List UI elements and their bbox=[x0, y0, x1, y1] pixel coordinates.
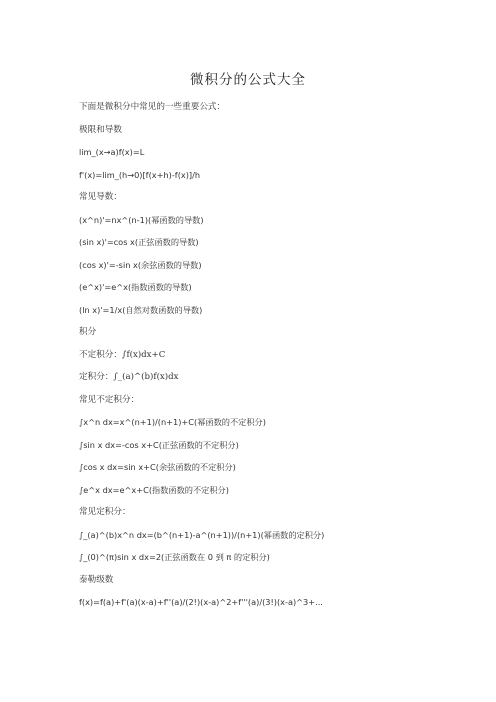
formula-derivative-definition: f'(x)=lim_(h→0)[f(x+h)-f(x)]/h bbox=[79, 169, 201, 180]
formula-definite-integral: 定积分：∫_(a)^(b)f(x)dx bbox=[79, 372, 179, 382]
formula-power-derivative: (x^n)'=nx^(n-1)(幂函数的导数) bbox=[79, 214, 204, 225]
formula-power-definite-integral: ∫_(a)^(b)x^n dx=(b^(n+1)-a^(n+1))/(n+1)(幂函数的定积分) bbox=[79, 529, 325, 540]
intro-text: 下面是微积分中常见的一些重要公式： bbox=[79, 102, 226, 112]
section-heading-taylor-series: 泰勒级数 bbox=[79, 574, 114, 585]
formula-cos-derivative: (cos x)'=-sin x(余弦函数的导数) bbox=[79, 259, 202, 270]
formula-ln-derivative: (ln x)'=1/x(自然对数函数的导数) bbox=[79, 304, 203, 315]
document-body bbox=[79, 96, 479, 614]
formula-taylor-series: f(x)=f(a)+f'(a)(x-a)+f''(a)/(2!)(x-a)^2+f'''(a)/(3!)(x-a)^3+... bbox=[79, 597, 323, 607]
formula-sin-definite-integral: ∫_(0)^(π)sin x dx=2(正弦函数在 0 到 π 的定积分) bbox=[79, 552, 270, 562]
section-heading-integrals: 积分 bbox=[79, 327, 97, 337]
subheading-common-derivatives: 常见导数： bbox=[79, 192, 122, 202]
page-title: 微积分的公式大全 bbox=[190, 72, 306, 88]
formula-exp-derivative: (e^x)'=e^x(指数函数的导数) bbox=[79, 282, 192, 292]
formula-power-integral: ∫x^n dx=x^(n+1)/(n+1)+C(幂函数的不定积分) bbox=[79, 417, 266, 427]
subheading-common-definite-integrals: 常见定积分： bbox=[79, 507, 131, 517]
formula-exp-integral: ∫e^x dx=e^x+C(指数函数的不定积分) bbox=[79, 484, 229, 495]
subheading-common-indefinite-integrals: 常见不定积分： bbox=[79, 394, 140, 405]
formula-cos-integral: ∫cos x dx=sin x+C(余弦函数的不定积分) bbox=[79, 462, 236, 472]
formula-indefinite-integral: 不定积分：∫f(x)dx+C bbox=[79, 349, 166, 360]
formula-sin-integral: ∫sin x dx=-cos x+C(正弦函数的不定积分) bbox=[79, 439, 239, 450]
section-heading-limits-derivatives: 极限和导数 bbox=[79, 124, 122, 135]
formula-sin-derivative: (sin x)'=cos x(正弦函数的导数) bbox=[79, 237, 199, 247]
formula-limit: lim_(x→a)f(x)=L bbox=[79, 147, 145, 157]
